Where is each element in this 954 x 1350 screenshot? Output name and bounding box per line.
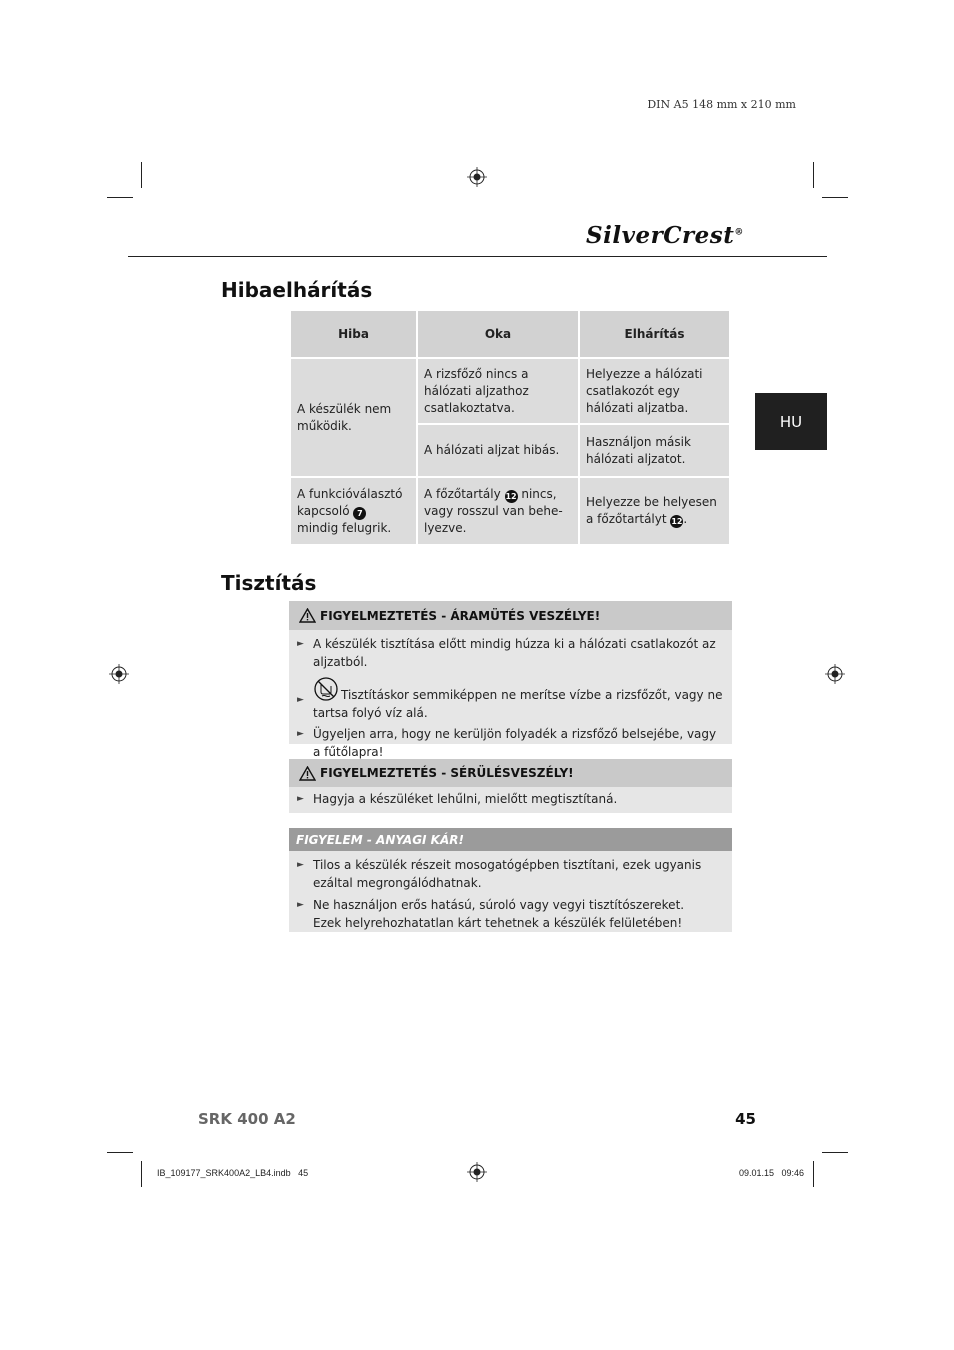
- warning-injury-header: [289, 759, 732, 787]
- troubleshooting-title: Hibaelhárítás: [221, 278, 373, 302]
- arrow-bullet-icon: ►: [297, 900, 304, 910]
- part-number-badge: 12: [671, 517, 683, 526]
- cause-cell: [417, 477, 579, 545]
- arrow-bullet-icon: ►: [297, 860, 304, 870]
- caution-title: FIGYELEM - ANYAGI KÁR!: [296, 832, 464, 847]
- crop-mark: [813, 162, 814, 188]
- list-item-text: Tisztításkor semmiképpen ne merítse vízbe a rizsfőzőt, vagy ne tartsa folyó víz alá.: [313, 688, 723, 720]
- troubleshooting-table: [289, 309, 731, 546]
- page-number: 45: [735, 1110, 756, 1128]
- registration-mark-icon: [467, 167, 487, 187]
- table-row: [290, 477, 730, 545]
- arrow-bullet-icon: ►: [297, 695, 304, 705]
- brand-name: SilverCrest: [586, 222, 735, 249]
- list-item-text: Ne használjon erős hatású, súroló vagy vegyi tisztítószereket.: [313, 898, 685, 912]
- header-rule: [128, 256, 827, 257]
- list-item: [289, 725, 732, 761]
- fault-text: A funkcióválasztó kapcsoló: [297, 486, 403, 518]
- warning-injury-box: [289, 759, 732, 813]
- list-item: [289, 790, 732, 808]
- column-header: Oka: [417, 310, 579, 358]
- din-format-label: DIN A5 148 mm x 210 mm: [647, 98, 796, 111]
- warning-title: FIGYELMEZTETÉS - ÁRAMÜTÉS VESZÉLYE!: [320, 608, 601, 623]
- cause-cell: A rizsfőző nincs a hálózati aljzathoz csatlakoztatva.: [417, 358, 579, 424]
- crop-mark: [107, 1152, 133, 1153]
- warning-electric-header: [289, 601, 732, 630]
- crop-mark: [141, 1161, 142, 1187]
- language-tab: HU: [755, 393, 827, 450]
- fault-text: mindig felugrik.: [297, 520, 392, 535]
- imprint-file: IB_109177_SRK400A2_LB4.indb 45: [157, 1168, 309, 1178]
- arrow-bullet-icon: ►: [297, 729, 304, 739]
- warning-electric-box: [289, 601, 732, 759]
- cause-cell: A hálózati aljzat hibás.: [417, 424, 579, 477]
- cause-text: nincs, vagy rosszul van behe-lyezve.: [424, 486, 563, 535]
- part-number-badge: 12: [505, 491, 517, 501]
- registration-mark-icon: [467, 1162, 487, 1182]
- list-item: [289, 896, 732, 932]
- brand-reg: ®: [734, 227, 744, 238]
- remedy-text: Helyezze be helyesen a főzőtartályt: [586, 495, 717, 526]
- warning-title: FIGYELMEZTETÉS - SÉRÜLÉSVESZÉLY!: [320, 766, 574, 780]
- registration-mark-icon: [109, 664, 129, 684]
- list-item-text: Ügyeljen arra, hogy ne kerüljön folyadék a rizsfőző belsejébe, vagy a fűtőlapra!: [313, 727, 717, 759]
- imprint-date: 09.01.15 09:46: [738, 1168, 804, 1178]
- list-item: [289, 635, 732, 671]
- list-item-text: Ezek helyrehozhatatlan kárt tehetnek a készülék felületében!: [313, 916, 683, 930]
- remedy-text: .: [683, 512, 688, 526]
- remedy-cell: Helyezze a hálózati csatlakozót egy hálózati aljzatba.: [579, 358, 730, 424]
- model-number: SRK 400 A2: [198, 1110, 296, 1128]
- fault-cell: [290, 477, 417, 545]
- brand-logo: [586, 222, 756, 252]
- caution-damage-header: [289, 828, 732, 851]
- caution-damage-box: [289, 828, 732, 932]
- part-number-badge: 7: [353, 507, 366, 520]
- arrow-bullet-icon: ►: [297, 794, 304, 804]
- crop-mark: [822, 197, 848, 198]
- warning-triangle-icon: [299, 766, 316, 781]
- crop-mark: [141, 162, 142, 188]
- list-item: [289, 677, 732, 722]
- table-header-row: [290, 310, 730, 358]
- cleaning-title: Tisztítás: [221, 571, 317, 595]
- cause-text: A főzőtartály: [424, 486, 505, 501]
- list-item-text: Tilos a készülék részeit mosogatógépben tisztítani, ezek ugyanis ezáltal megrongálódhatnak.: [313, 858, 702, 890]
- crop-mark: [822, 1152, 848, 1153]
- fault-cell: A készülék nem működik.: [290, 358, 417, 477]
- list-item-text: Hagyja a készüléket lehűlni, mielőtt megtisztítaná.: [313, 792, 618, 806]
- table-row: [290, 358, 730, 424]
- column-header: Elhárítás: [579, 310, 730, 358]
- list-item-text: A készülék tisztítása előtt mindig húzza ki a hálózati csatlakozót az aljzatból.: [313, 637, 716, 669]
- remedy-cell: Használjon másik hálózati aljzatot.: [579, 424, 730, 477]
- column-header: Hiba: [290, 310, 417, 358]
- list-item: [289, 856, 732, 892]
- warning-triangle-icon: [299, 608, 316, 623]
- crop-mark: [107, 197, 133, 198]
- no-water-immersion-icon: [313, 677, 339, 701]
- registration-mark-icon: [825, 664, 845, 684]
- crop-mark: [813, 1161, 814, 1187]
- arrow-bullet-icon: ►: [297, 639, 304, 649]
- remedy-cell: [579, 477, 730, 545]
